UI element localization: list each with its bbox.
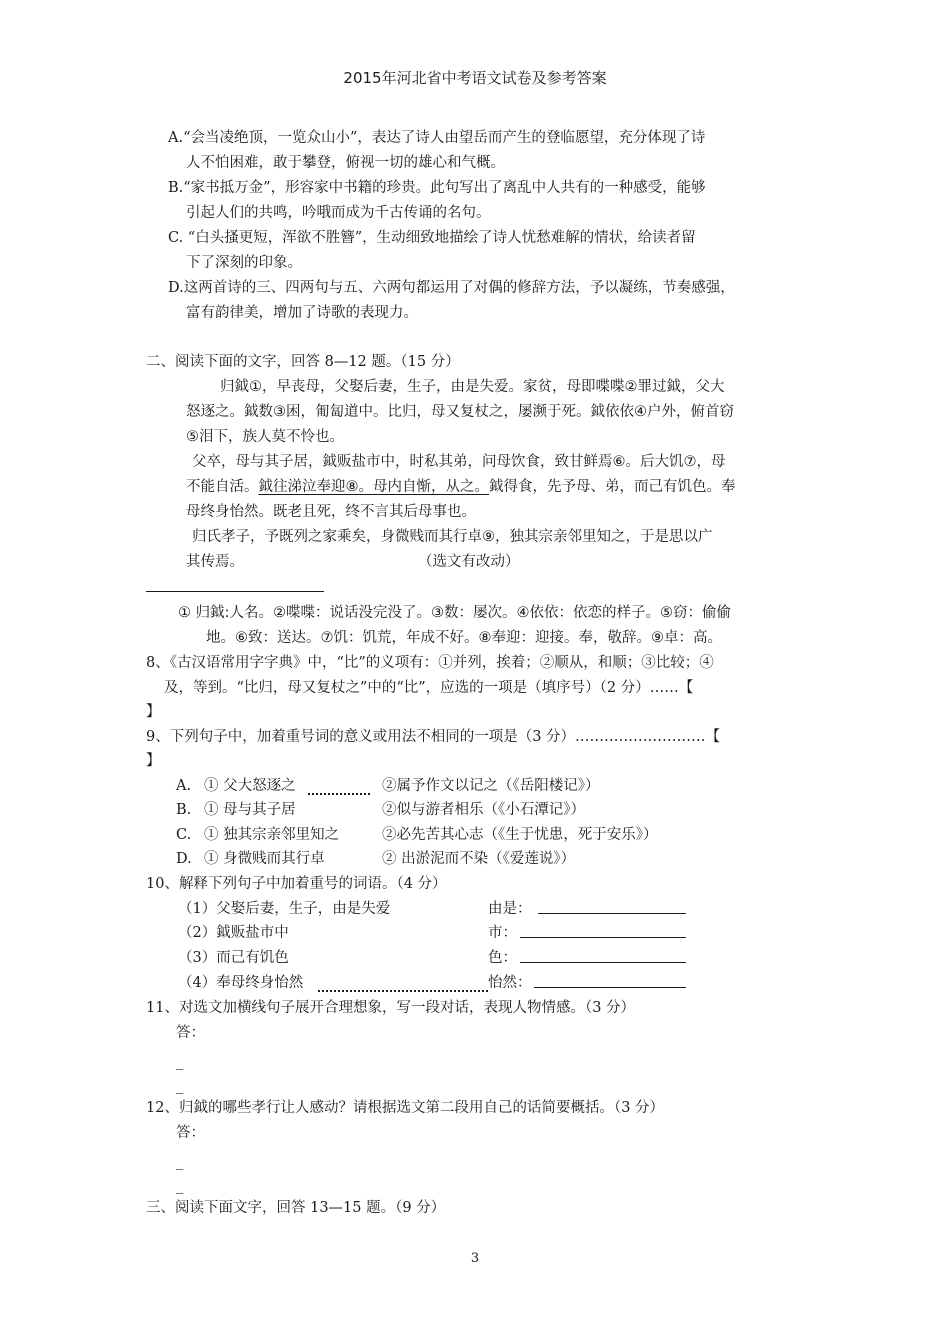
answer-blank[interactable]: [520, 937, 686, 938]
q11-line1: 11、对选文加横线句子展开合理想象，写一段对话，表现人物情感。（3 分）: [146, 1000, 636, 1016]
q9-line1: 9、下列句子中，加着重号词的意义或用法不相同的一项是（3 分）………………………【: [146, 729, 721, 745]
q12-answer-label: 答：: [176, 1125, 205, 1141]
option-c-line2: 下了深刻的印象。: [186, 255, 302, 271]
option-b-line2: 引起人们的共鸣，吟哦而成为千古传诵的名句。: [186, 205, 491, 221]
q12-line1: 12、归鉞的哪些孝行让人感动？请根据选文第二段用自己的话简要概括。（3 分）: [146, 1100, 665, 1116]
option-d-line1: D.这两首诗的三、四两句与五、六两句都运用了对偶的修辞方法，予以凝练，节奏感强，: [168, 280, 735, 296]
option-a-line1: A.“会当凌绝顶，一览众山小”，表达了诗人由望岳而产生的登临愿望，充分体现了诗: [168, 130, 706, 146]
footnote-divider: [146, 591, 324, 592]
q9-option-b-right: ②似与游者相乐（《小石潭记》）: [382, 802, 585, 818]
passage-p1-line2: 怒逐之。鉞数③困，匍匐道中。比归，母又复杖之，屡濒于死。鉞依依④户外，俯首窃: [186, 404, 734, 420]
passage-p2-line2: [186, 477, 736, 497]
q10-item-word: 色：: [488, 950, 517, 966]
q10-heading: 10、解释下列句子中加着重号的词语。（4 分）: [146, 876, 447, 892]
q8-line3: 】: [146, 704, 161, 720]
section3-heading: 三、阅读下面文字，回答 13—15 题。（9 分）: [146, 1200, 446, 1216]
answer-blank[interactable]: [534, 987, 686, 988]
passage-p2-pre: 不能自活。: [186, 479, 259, 495]
option-a-line2: 人不怕困难，敢于攀登，俯视一切的雄心和气概。: [186, 155, 505, 171]
q9-line2: 】: [146, 753, 161, 769]
q8-line2: 及，等到。“比归，母又复杖之”中的“比”，应选的一项是（填序号）（2 分）……【: [164, 680, 694, 696]
underlined-sentence: 鉞往涕泣奉迎⑧。母内自惭，从之。: [258, 479, 489, 495]
q9-option-c-left: ① 独其宗亲邻里知之: [204, 827, 340, 843]
q9-option-d-left: ① 身微贱而其行卓: [204, 851, 325, 867]
document-title: 2015年河北省中考语文试卷及参考答案: [343, 69, 607, 87]
adaptation-note: （选文有改动）: [418, 554, 520, 570]
q12-answer-line[interactable]: _: [176, 1178, 184, 1194]
q9-option-letter: A.: [176, 778, 192, 794]
q10-item-sentence: （1）父娶后妻，生子，由是失爱: [178, 901, 391, 917]
passage-p1-line1: 归鉞①，早丧母，父娶后妻，生子，由是失爱。家贫，母即喋喋②罪过鉞，父大: [220, 379, 725, 395]
footnotes-line1: ① 归鉞:人名。②喋喋：说话没完没了。③数：屡次。④依依：依恋的样子。⑤窃：偷偷: [178, 605, 731, 621]
passage-p1-line3: ⑤泪下，族人莫不怜也。: [186, 429, 344, 445]
option-d-line2: 富有韵律美，增加了诗歌的表现力。: [186, 305, 418, 321]
section2-heading: 二、阅读下面的文字，回答 8—12 题。（15 分）: [146, 354, 460, 370]
page-number: 3: [470, 1251, 480, 1266]
emphasis-dots: [308, 793, 370, 795]
q9-option-a-right: ②属予作文以记之（《岳阳楼记》）: [382, 778, 600, 794]
q10-item-word: 怡然：: [488, 975, 532, 991]
q10-item-word: 市：: [488, 925, 517, 941]
passage-p3-line1: 归氏孝子，予既列之家乘矣，身微贱而其行卓⑨，独其宗亲邻里知之，于是思以广: [192, 529, 713, 545]
q8-line1: 8、《古汉语常用字字典》中，“比”的义项有：①并列，挨着；②顺从，和顺；③比较；④: [146, 655, 714, 671]
q12-answer-line[interactable]: _: [176, 1154, 184, 1170]
q11-answer-line[interactable]: _: [176, 1054, 184, 1070]
q11-answer-line[interactable]: _: [176, 1078, 184, 1094]
passage-p3-line2: 其传焉。: [186, 554, 244, 570]
footnotes-line2: 地。⑥致：送达。⑦饥：饥荒，年成不好。⑧奉迎：迎接。奉，敬辞。⑨卓：高。: [206, 630, 722, 646]
answer-blank[interactable]: [538, 913, 686, 914]
q9-option-c-right: ②必先苦其心志（《生于忧患，死于安乐》）: [382, 827, 658, 843]
q10-item-word: 由是：: [488, 901, 532, 917]
q10-item-sentence: （2）鉞贩盐市中: [178, 925, 289, 941]
q9-option-a-left: ① 父大怒逐之: [204, 778, 296, 794]
emphasis-dots: [318, 990, 488, 992]
q9-option-letter: B.: [176, 802, 192, 818]
answer-blank[interactable]: [520, 962, 686, 963]
q10-item-sentence: （3）而己有饥色: [178, 950, 289, 966]
q9-option-d-right: ② 出淤泥而不染（《爱莲说》）: [382, 851, 576, 867]
q9-option-letter: C.: [176, 827, 192, 843]
passage-p2-line3: 母终身怡然。既老且死，终不言其后母事也。: [186, 504, 476, 520]
q11-answer-label: 答：: [176, 1025, 205, 1041]
passage-p2-post: 鉞得食，先予母、弟，而己有饥色。奉: [489, 479, 736, 495]
q9-option-b-left: ① 母与其子居: [204, 802, 296, 818]
option-c-line1: C. “白头搔更短，浑欲不胜簪”，生动细致地描绘了诗人忧愁难解的情状，给读者留: [168, 230, 696, 246]
q9-option-letter: D.: [176, 851, 192, 867]
passage-p2-line1: 父卒，母与其子居，鉞贩盐市中，时私其弟，问母饮食，致甘鲜焉⑥。后大饥⑦，母: [192, 454, 726, 470]
q10-item-sentence: （4）奉母终身怡然: [178, 975, 304, 991]
option-b-line1: B.“家书抵万金”，形容家中书籍的珍贵。此句写出了离乱中人共有的一种感受，能够: [168, 180, 706, 196]
